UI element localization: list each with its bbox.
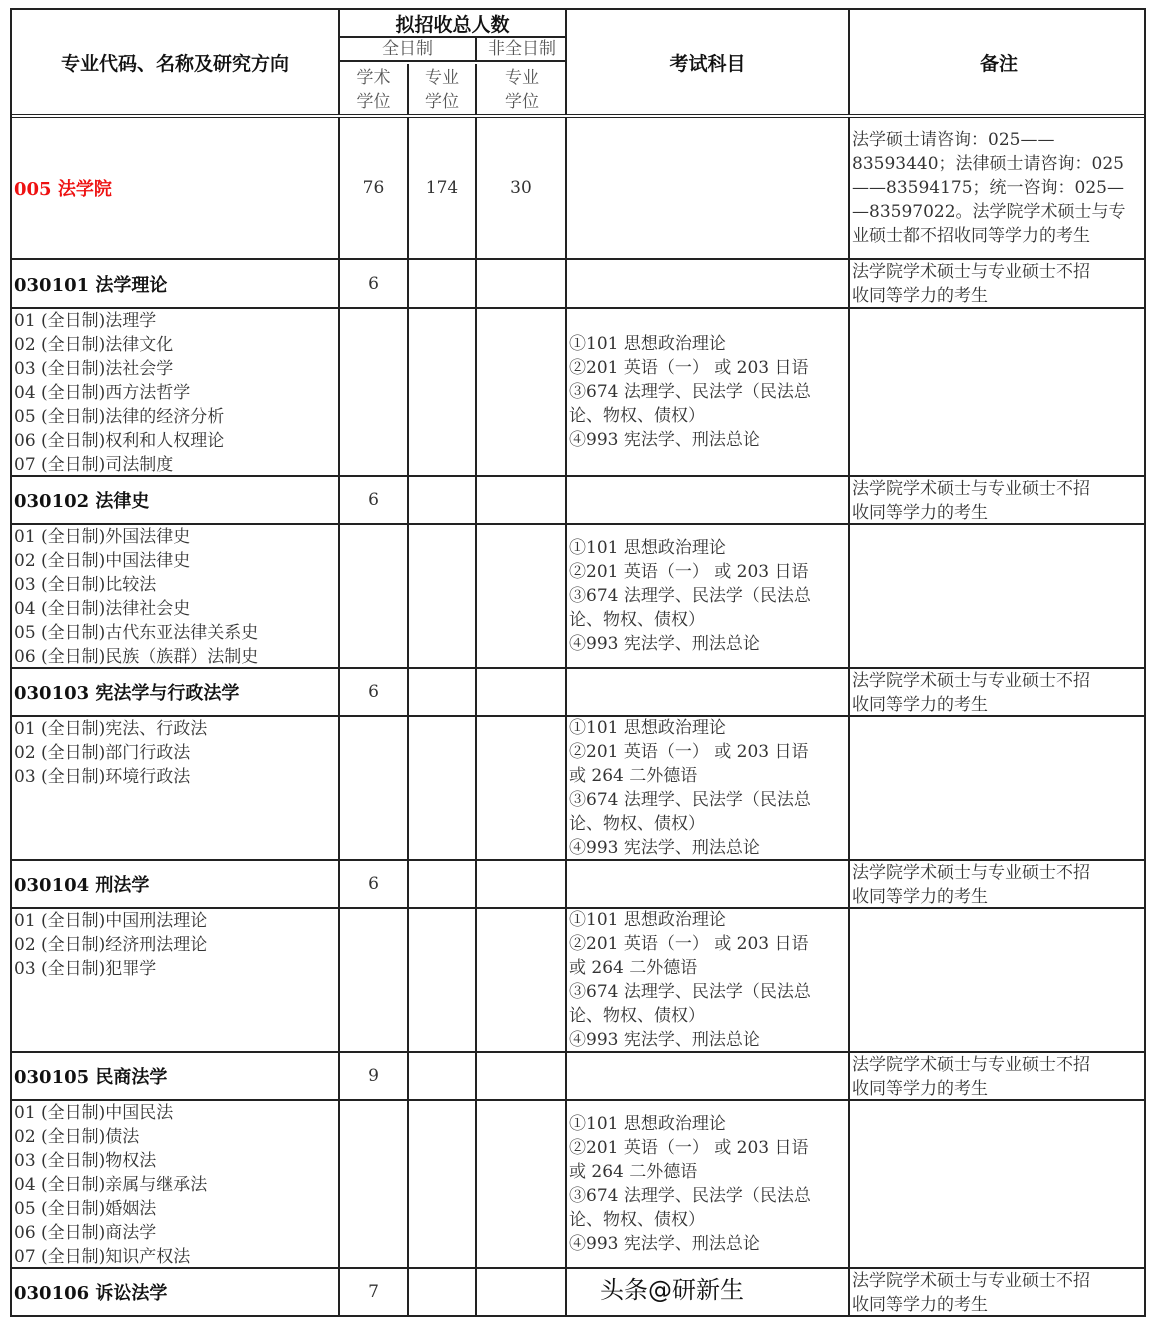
- quota-cell: [409, 909, 477, 1051]
- professional-quota: [409, 861, 477, 907]
- exam-cell: [567, 260, 850, 307]
- direction-item: 05 (全日制)婚姻法: [14, 1199, 157, 1219]
- exam-cell: [567, 909, 850, 1051]
- major-row: [12, 1053, 1144, 1101]
- quota-cell: [477, 309, 567, 475]
- header-fulltime: 全日制: [340, 38, 477, 62]
- exam-subject: 或 264 二外德语: [569, 1162, 698, 1182]
- direction-item: 02 (全日制)债法: [14, 1127, 140, 1147]
- note-cell: [850, 525, 1148, 667]
- note-line: 收同等学力的考生: [852, 1295, 988, 1315]
- quota-cell: [340, 717, 409, 859]
- header-exam: 考试科目: [567, 10, 850, 114]
- academic-quota: 7: [340, 1269, 409, 1315]
- note-line: ——83594175；统一咨询：025—: [852, 178, 1124, 198]
- parttime-quota: [477, 260, 567, 307]
- exam-cell: [567, 309, 850, 475]
- professional-quota: [409, 669, 477, 715]
- exam-subject: ④993 宪法学、刑法总论: [569, 838, 760, 858]
- note-cell: [850, 669, 1148, 715]
- directions-row: [12, 309, 1144, 477]
- exam-cell: [567, 477, 850, 523]
- exam-subject: ②201 英语（一） 或 203 日语: [569, 934, 809, 954]
- major-row: [12, 861, 1144, 909]
- header-professional: 专业学位: [409, 64, 477, 114]
- exam-subject: ②201 英语（一） 或 203 日语: [569, 1138, 809, 1158]
- academic-quota: 6: [340, 260, 409, 307]
- header-parttime: 非全日制: [477, 38, 567, 62]
- direction-item: 07 (全日制)知识产权法: [14, 1247, 191, 1267]
- note-line: 法学院学术硕士与专业硕士不招: [852, 1055, 1090, 1075]
- quota-cell: [340, 309, 409, 475]
- exam-cell: [567, 1053, 850, 1099]
- parttime-quota: [477, 669, 567, 715]
- exam-cell: [567, 1101, 850, 1267]
- quota-cell: [477, 525, 567, 667]
- exam-subject: ②201 英语（一） 或 203 日语: [569, 742, 809, 762]
- directions-cell: [12, 1101, 340, 1267]
- enrollment-table: [10, 8, 1146, 1317]
- directions-cell: [12, 909, 340, 1051]
- watermark: 头条@研新生: [600, 1276, 744, 1304]
- direction-item: 02 (全日制)法律文化: [14, 335, 174, 355]
- direction-item: 02 (全日制)中国法律史: [14, 551, 191, 571]
- note-line: 收同等学力的考生: [852, 1079, 988, 1099]
- note-line: 法学院学术硕士与专业硕士不招: [852, 479, 1090, 499]
- direction-item: 03 (全日制)法社会学: [14, 359, 174, 379]
- major-name: 030102 法律史: [12, 477, 340, 523]
- exam-subject: ①101 思想政治理论: [569, 1114, 726, 1134]
- major-row: [12, 669, 1144, 717]
- exam-subject: 或 264 二外德语: [569, 766, 698, 786]
- exam-subject: 论、物权、债权）: [569, 406, 705, 426]
- direction-item: 04 (全日制)亲属与继承法: [14, 1175, 208, 1195]
- direction-item: 07 (全日制)司法制度: [14, 455, 174, 475]
- major-row: [12, 118, 1144, 260]
- major-name: 030101 法学理论: [12, 260, 340, 307]
- major-name: 030105 民商法学: [12, 1053, 340, 1099]
- note-line: 业硕士都不招收同等学力的考生: [852, 226, 1090, 246]
- directions-cell: [12, 309, 340, 475]
- academic-quota: 6: [340, 669, 409, 715]
- direction-item: 01 (全日制)宪法、行政法: [14, 719, 208, 739]
- exam-subject: ④993 宪法学、刑法总论: [569, 634, 760, 654]
- directions-row: [12, 1101, 1144, 1269]
- header-quota: 拟招收总人数: [340, 10, 565, 38]
- note-line: 收同等学力的考生: [852, 286, 988, 306]
- note-cell: [850, 1269, 1148, 1315]
- major-name: 030106 诉讼法学: [12, 1269, 340, 1315]
- exam-subject: ①101 思想政治理论: [569, 910, 726, 930]
- quota-cell: [340, 525, 409, 667]
- professional-quota: [409, 1053, 477, 1099]
- direction-item: 01 (全日制)中国刑法理论: [14, 911, 208, 931]
- academic-quota: 6: [340, 477, 409, 523]
- exam-cell: [567, 717, 850, 859]
- professional-quota: [409, 260, 477, 307]
- directions-cell: [12, 717, 340, 859]
- exam-cell: [567, 669, 850, 715]
- quota-cell: [477, 1101, 567, 1267]
- exam-cell: [567, 118, 850, 258]
- exam-subject: ④993 宪法学、刑法总论: [569, 1234, 760, 1254]
- exam-subject: ③674 法理学、民法学（民法总: [569, 382, 811, 402]
- note-line: 法学院学术硕士与专业硕士不招: [852, 262, 1090, 282]
- quota-cell: [409, 717, 477, 859]
- directions-row: [12, 909, 1144, 1053]
- exam-subject: ③674 法理学、民法学（民法总: [569, 586, 811, 606]
- major-name: 005 法学院: [12, 118, 340, 258]
- note-line: 法学院学术硕士与专业硕士不招: [852, 1271, 1090, 1291]
- note-cell: [850, 861, 1148, 907]
- major-row: [12, 1269, 1144, 1315]
- direction-item: 01 (全日制)法理学: [14, 311, 157, 331]
- direction-item: 01 (全日制)中国民法: [14, 1103, 174, 1123]
- direction-item: 03 (全日制)比较法: [14, 575, 157, 595]
- academic-quota: 6: [340, 861, 409, 907]
- direction-item: 06 (全日制)民族（族群）法制史: [14, 647, 259, 667]
- exam-subject: ①101 思想政治理论: [569, 718, 726, 738]
- major-row: [12, 260, 1144, 309]
- exam-subject: ②201 英语（一） 或 203 日语: [569, 562, 809, 582]
- header-note: 备注: [979, 52, 1018, 75]
- note-line: 收同等学力的考生: [852, 887, 988, 907]
- quota-cell: [477, 717, 567, 859]
- exam-subject: 论、物权、债权）: [569, 1006, 705, 1026]
- exam-subject: 论、物权、债权）: [569, 610, 705, 630]
- direction-item: 02 (全日制)经济刑法理论: [14, 935, 208, 955]
- quota-cell: [340, 909, 409, 1051]
- note-cell: [850, 118, 1148, 258]
- note-cell: [850, 260, 1148, 307]
- quota-cell: [409, 309, 477, 475]
- note-line: 83593440；法律硕士请咨询：025: [852, 154, 1124, 174]
- academic-quota: 9: [340, 1053, 409, 1099]
- quota-cell: [409, 1101, 477, 1267]
- major-name: 030104 刑法学: [12, 861, 340, 907]
- direction-item: 01 (全日制)外国法律史: [14, 527, 191, 547]
- note-cell: [850, 309, 1148, 475]
- note-line: —83597022。法学院学术硕士与专: [852, 202, 1126, 222]
- exam-subject: 论、物权、债权）: [569, 1210, 705, 1230]
- quota-cell: [340, 1101, 409, 1267]
- note-line: 收同等学力的考生: [852, 695, 988, 715]
- direction-item: 05 (全日制)法律的经济分析: [14, 407, 225, 427]
- note-cell: [850, 717, 1148, 859]
- professional-quota: [409, 477, 477, 523]
- professional-quota: [409, 1269, 477, 1315]
- parttime-quota: 30: [477, 118, 567, 258]
- header-major: 专业代码、名称及研究方向: [12, 10, 340, 114]
- table-header: [12, 10, 1144, 118]
- academic-quota: 76: [340, 118, 409, 258]
- major-name: 030103 宪法学与行政法学: [12, 669, 340, 715]
- major-row: [12, 477, 1144, 525]
- exam-subject: 论、物权、债权）: [569, 814, 705, 834]
- exam-subject: ③674 法理学、民法学（民法总: [569, 790, 811, 810]
- header-quota-group: [340, 10, 567, 114]
- parttime-quota: [477, 477, 567, 523]
- exam-cell: [567, 525, 850, 667]
- exam-cell: [567, 861, 850, 907]
- direction-item: 04 (全日制)法律社会史: [14, 599, 191, 619]
- header-parttime-professional: 专业学位: [505, 68, 539, 112]
- direction-item: 06 (全日制)商法学: [14, 1223, 157, 1243]
- direction-item: 02 (全日制)部门行政法: [14, 743, 191, 763]
- note-cell: [850, 909, 1148, 1051]
- direction-item: 03 (全日制)物权法: [14, 1151, 157, 1171]
- exam-subject: 或 264 二外德语: [569, 958, 698, 978]
- directions-row: [12, 525, 1144, 669]
- note-line: 法学硕士请咨询：025——: [852, 130, 1055, 150]
- parttime-quota: [477, 861, 567, 907]
- professional-quota: 174: [409, 118, 477, 258]
- exam-subject: ④993 宪法学、刑法总论: [569, 1030, 760, 1050]
- directions-row: [12, 717, 1144, 861]
- exam-subject: ③674 法理学、民法学（民法总: [569, 982, 811, 1002]
- exam-subject: ③674 法理学、民法学（民法总: [569, 1186, 811, 1206]
- note-cell: [850, 1101, 1148, 1267]
- exam-subject: ①101 思想政治理论: [569, 538, 726, 558]
- directions-cell: [12, 525, 340, 667]
- parttime-quota: [477, 1269, 567, 1315]
- exam-subject: ①101 思想政治理论: [569, 334, 726, 354]
- direction-item: 06 (全日制)权利和人权理论: [14, 431, 225, 451]
- exam-subject: ④993 宪法学、刑法总论: [569, 430, 760, 450]
- direction-item: 05 (全日制)古代东亚法律关系史: [14, 623, 259, 643]
- note-line: 法学院学术硕士与专业硕士不招: [852, 671, 1090, 691]
- direction-item: 03 (全日制)犯罪学: [14, 959, 157, 979]
- note-cell: [850, 477, 1148, 523]
- quota-cell: [409, 525, 477, 667]
- note-line: 法学院学术硕士与专业硕士不招: [852, 863, 1090, 883]
- direction-item: 03 (全日制)环境行政法: [14, 767, 191, 787]
- quota-cell: [477, 909, 567, 1051]
- note-cell: [850, 1053, 1148, 1099]
- note-line: 收同等学力的考生: [852, 503, 988, 523]
- header-academic: 学术学位: [340, 64, 409, 114]
- direction-item: 04 (全日制)西方法哲学: [14, 383, 191, 403]
- parttime-quota: [477, 1053, 567, 1099]
- exam-subject: ②201 英语（一） 或 203 日语: [569, 358, 809, 378]
